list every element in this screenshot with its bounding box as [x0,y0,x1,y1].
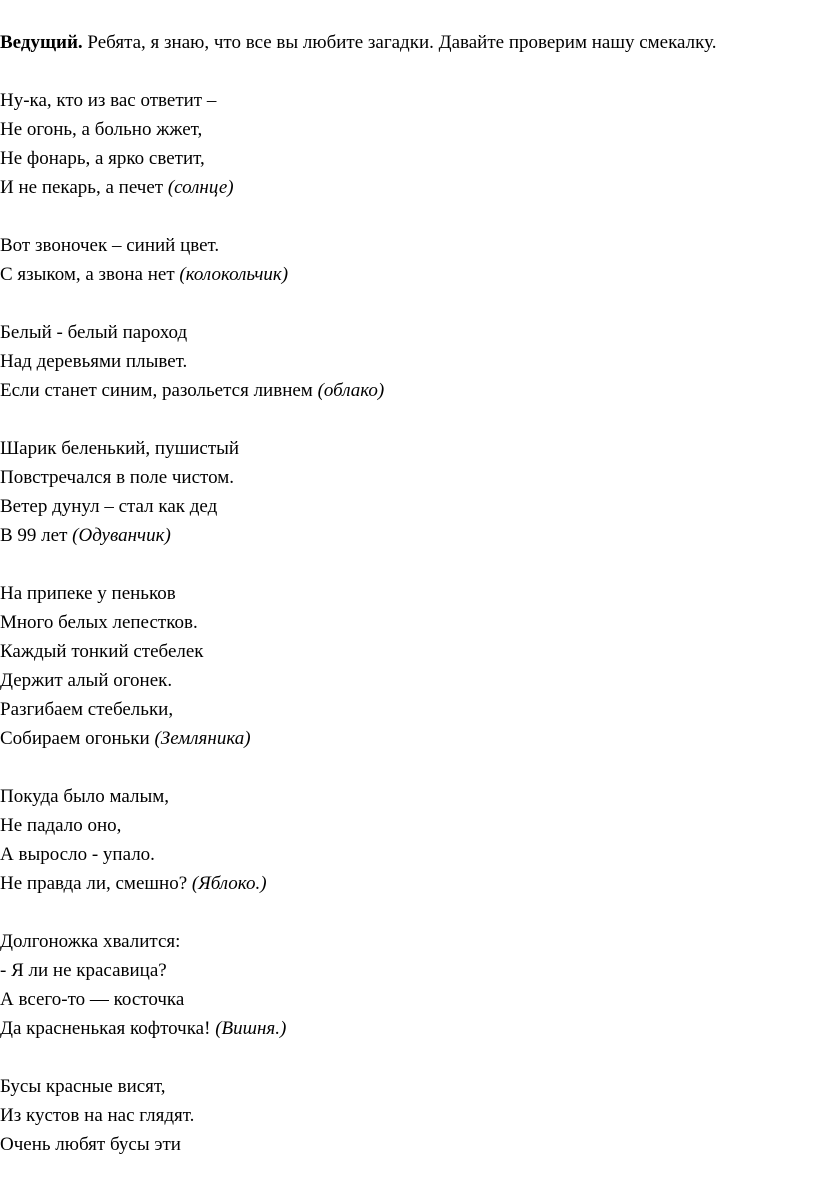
riddle-line: Ну-ка, кто из вас ответит – [0,90,217,111]
riddle-answer: (Земляника) [154,728,251,749]
riddle-line: - Я ли не красавица? [0,960,167,981]
riddle-4 [0,434,790,550]
riddle-line: Покуда было малым, [0,786,170,807]
riddle-line: Вот звоночек – синий цвет. [0,235,220,256]
riddle-line-text: Не правда ли, смешно? [0,873,192,894]
riddle-line: Много белых лепестков. [0,612,198,633]
riddle-line-text: Да красненькая кофточка! [0,1018,216,1039]
intro-paragraph [0,28,790,57]
riddle-line: Очень любят бусы эти [0,1134,181,1155]
riddle-2 [0,231,790,289]
riddle-line-text: И не пекарь, а печет [0,177,168,198]
riddle-line [0,1014,790,1043]
riddle-line [0,173,790,202]
riddle-line-text: С языком, а звона нет [0,264,180,285]
riddle-6 [0,782,790,898]
riddle-line: А выросло - упало. [0,844,155,865]
riddle-answer: (колокольчик) [179,264,289,285]
riddle-8 [0,1072,790,1159]
riddle-line: На припеке у пеньков [0,583,176,604]
riddle-answer: (солнце) [167,177,234,198]
riddle-line: Не фонарь, а ярко светит, [0,148,205,169]
riddle-line: Не огонь, а больно жжет, [0,119,203,140]
speaker-label: Ведущий. [0,32,83,53]
riddle-line: Ветер дунул – стал как дед [0,496,218,517]
riddle-line: Над деревьями плывет. [0,351,188,372]
intro-text: Ребята, я знаю, что все вы любите загадки. Давайте проверим нашу смекалку. [82,32,717,53]
riddle-3 [0,318,790,405]
riddle-line-text: В 99 лет [0,525,73,546]
riddle-answer: (облако) [317,380,385,401]
riddle-7 [0,927,790,1043]
riddle-line: Белый - белый пароход [0,322,188,343]
riddle-line: Из кустов на нас глядят. [0,1105,195,1126]
document-page [0,28,790,1188]
riddle-answer: (Вишня.) [215,1018,287,1039]
riddle-line-text: Собираем огоньки [0,728,155,749]
riddle-line: А всего-то — косточка [0,989,185,1010]
riddle-answer: (Одуванчик) [72,525,171,546]
riddle-line: Повстречался в поле чистом. [0,467,234,488]
riddle-line: Бусы красные висят, [0,1076,166,1097]
riddle-line: Не падало оно, [0,815,122,836]
riddle-answer: (Яблоко.) [191,873,267,894]
riddle-line [0,376,790,405]
riddle-line [0,521,790,550]
riddle-line: Долгоножка хвалится: [0,931,181,952]
riddle-line [0,260,790,289]
riddle-line [0,724,790,753]
riddle-line: Разгибаем стебельки, [0,699,174,720]
riddle-line [0,869,790,898]
riddle-5 [0,579,790,753]
riddle-line: Шарик беленький, пушистый [0,438,240,459]
riddle-line-text: Если станет синим, разольется ливнем [0,380,318,401]
riddle-line: Держит алый огонек. [0,670,173,691]
riddle-1 [0,86,790,202]
riddle-line: Каждый тонкий стебелек [0,641,204,662]
